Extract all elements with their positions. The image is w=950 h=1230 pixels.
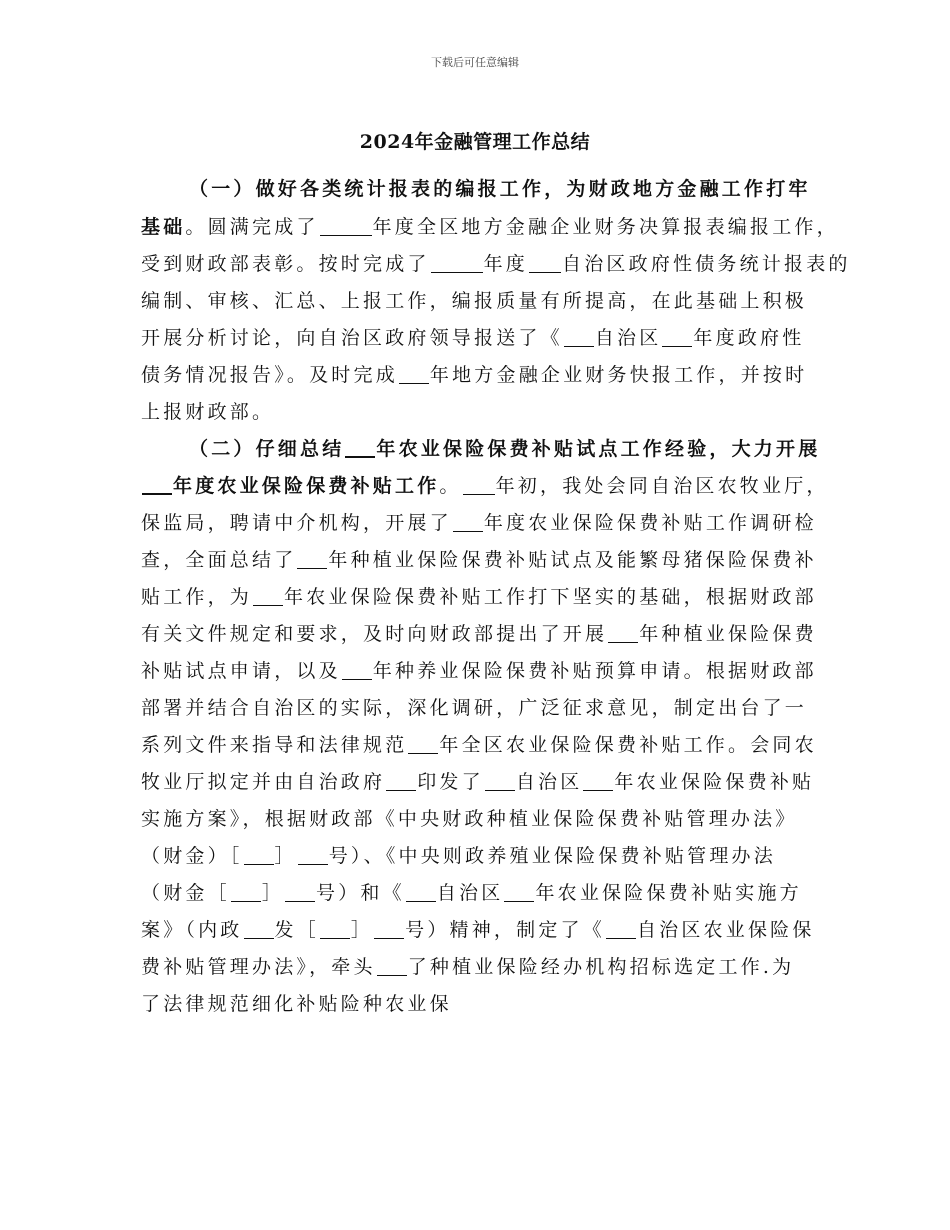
text-run: ］: [350, 919, 374, 941]
text-run: 自治区: [594, 327, 662, 349]
text-run: 实施方案》，根据财政部《中央财政种植业保险保费补贴管理办法》: [141, 808, 798, 830]
text-run: 年种植业保险保费补贴试点及能繁母猪保险保费补: [328, 549, 817, 571]
text-run: ］: [261, 882, 285, 904]
text-run: 自治区农业保险保: [636, 919, 815, 941]
fill-in-blank: [485, 771, 515, 791]
text-run: 年种养业保险保费补贴预算申请。根据财政部: [372, 660, 817, 682]
text-run: 年全区农业保险保费补贴工作。会同农: [439, 734, 817, 756]
text-line: [141, 323, 804, 353]
text-run: 牧业厅拟定并由自治政府: [141, 771, 386, 793]
fill-in-blank: [453, 512, 483, 532]
text-run: 上报财政部。: [141, 401, 275, 423]
text-run: 债务情况报告》。及时完成: [141, 364, 398, 386]
text-run: 保监局，聘请中介机构，开展了: [141, 512, 452, 534]
fill-in-blank: [244, 845, 274, 865]
text-run: ］: [274, 845, 297, 867]
text-run: 发［: [274, 919, 319, 941]
fill-in-blank: [320, 919, 350, 939]
text-line: [141, 212, 839, 242]
text-line: [141, 471, 829, 501]
text-run: （财金［: [141, 882, 230, 904]
fill-in-blank: [231, 882, 261, 902]
fill-in-blank: [399, 364, 429, 384]
text-run: 印发了: [417, 771, 484, 793]
fill-in-blank: [564, 327, 594, 347]
text-run: 编制、审核、汇总、上报工作，编报质量有所提高，在此基础上积极: [141, 290, 808, 312]
bold-text-run: （一）做好各类统计报表的编报工作，为财政地方金融工作打牢: [189, 178, 811, 200]
fill-in-blank: [463, 475, 495, 495]
text-line: [141, 878, 802, 908]
text-run: 有关文件规定和要求，及时向财政部提出了开展: [141, 623, 608, 645]
bold-text-run: 年度农业保险保费补贴工作: [173, 475, 440, 497]
text-run: 了种植业保险经办机构招标选定工作.为: [407, 956, 795, 978]
text-line: [141, 249, 851, 279]
fill-in-blank: [606, 919, 636, 939]
text-run: 年度农业保险保费补贴工作调研检: [483, 512, 817, 534]
text-run: 年农业保险保费补贴实施方: [535, 882, 802, 904]
fill-in-blank: [142, 474, 172, 495]
text-run: 部署并结合自治区的实际，深化调研，广泛征求意见，制定出台了一: [141, 697, 808, 719]
text-run: 自治区政府性债务统计报表的: [562, 253, 851, 275]
document-title: 2024年金融管理工作总结: [359, 131, 591, 153]
text-run: 了法律规范细化补贴险种农业保: [141, 993, 452, 1015]
text-run: 年初，我处会同自治区农牧业厅，: [495, 475, 829, 497]
text-run: 年种植业保险保费: [639, 623, 817, 645]
fill-in-blank: [529, 253, 561, 273]
fill-in-blank: [608, 623, 638, 643]
text-run: 年度: [483, 253, 529, 275]
text-line: [141, 767, 814, 797]
fill-in-blank: [298, 845, 328, 865]
text-line: [141, 915, 815, 945]
text-run: 年度全区地方金融企业财务决算报表编报工作，: [372, 216, 839, 238]
text-line: [141, 841, 776, 871]
text-run: 年度政府性: [693, 327, 805, 349]
text-run: 号）精神，制定了《: [405, 919, 605, 941]
text-run: 系列文件来指导和法律规范: [141, 734, 408, 756]
text-run: 。圆满完成了: [185, 216, 319, 238]
text-line: [141, 397, 274, 427]
text-run: 年地方金融企业财务快报工作，并按时: [429, 364, 808, 386]
text-run: 案》（内政: [141, 919, 243, 941]
fill-in-blank: [662, 327, 692, 347]
text-run: 查，全面总结了: [141, 549, 297, 571]
fill-in-blank: [431, 253, 483, 273]
text-run: 号）、《中央则政养殖业保险保费补贴管理办法: [328, 845, 776, 867]
text-line: [189, 174, 811, 204]
text-run: （财金）［: [141, 845, 243, 867]
fill-in-blank: [377, 956, 407, 976]
text-line: [141, 952, 794, 982]
fill-in-blank: [504, 882, 534, 902]
text-line: [141, 508, 817, 538]
text-line: [141, 360, 807, 390]
fill-in-blank: [253, 586, 283, 606]
fill-in-blank: [285, 882, 315, 902]
fill-in-blank: [297, 549, 327, 569]
text-line: [141, 545, 817, 575]
text-run: 号）和《: [316, 882, 405, 904]
text-run: 补贴试点申请，以及: [141, 660, 341, 682]
text-line: [141, 804, 798, 834]
fill-in-blank: [342, 660, 372, 680]
text-run: 费补贴管理办法》，牵头: [141, 956, 376, 978]
text-run: 自治区: [436, 882, 504, 904]
text-line: [141, 619, 817, 649]
fill-in-blank: [583, 771, 613, 791]
fill-in-blank: [408, 734, 438, 754]
text-line: [141, 730, 817, 760]
fill-in-blank: [320, 216, 372, 236]
text-line: [141, 286, 807, 316]
fill-in-blank: [386, 771, 416, 791]
text-run: 。: [439, 475, 462, 497]
bold-text-run: （二）仔细总结: [189, 438, 345, 460]
text-run: 自治区: [515, 771, 583, 793]
fill-in-blank: [345, 437, 375, 458]
text-line: [189, 434, 820, 464]
text-line: [141, 656, 817, 686]
text-run: 贴工作，为: [141, 586, 253, 608]
bold-text-run: 年农业保险保费补贴试点工作经验，大力开展: [376, 438, 821, 460]
page-header-note: 下载后可任意编辑: [431, 56, 519, 69]
fill-in-blank: [374, 919, 404, 939]
bold-text-run: 基础: [141, 216, 186, 238]
text-line: [141, 693, 807, 723]
fill-in-blank: [244, 919, 274, 939]
fill-in-blank: [406, 882, 436, 902]
text-line: [141, 582, 817, 612]
text-run: 年农业保险保费补贴: [614, 771, 815, 793]
text-run: 年农业保险保费补贴工作打下坚实的基础，根据财政部: [284, 586, 817, 608]
text-run: 受到财政部表彰。按时完成了: [141, 253, 430, 275]
text-run: 开展分析讨论，向自治区政府领导报送了《: [141, 327, 563, 349]
text-line: [141, 989, 452, 1019]
